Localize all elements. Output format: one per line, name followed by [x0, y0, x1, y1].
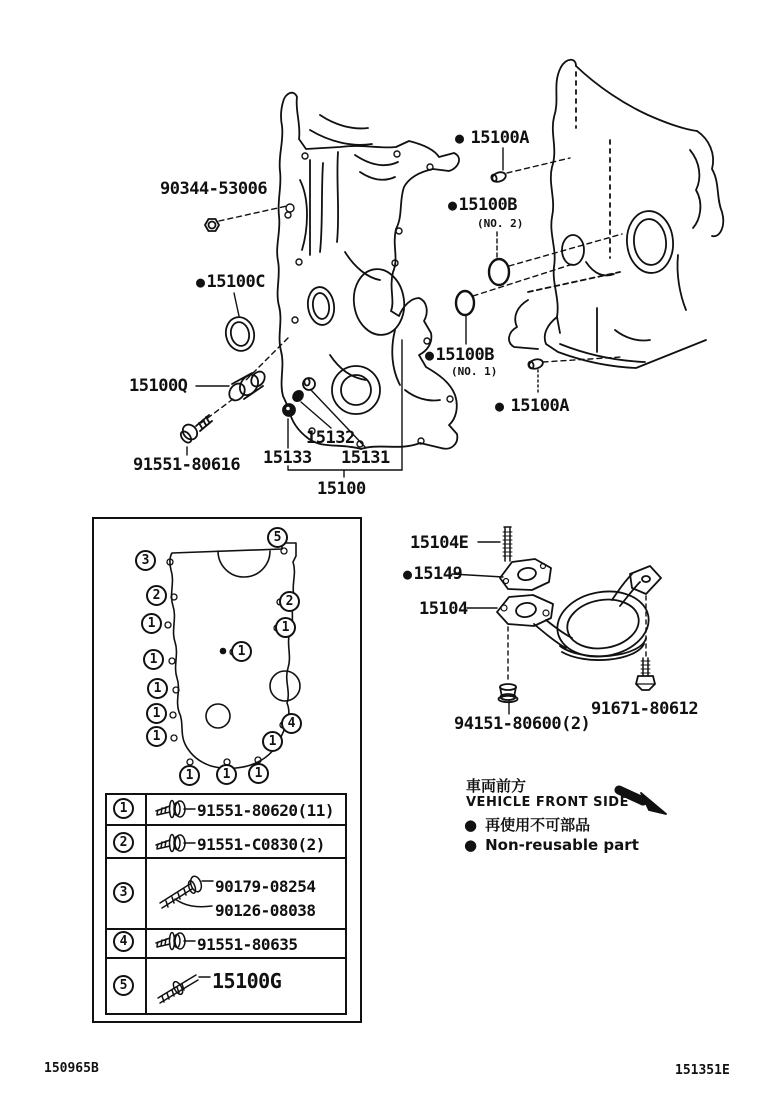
label-spring-15132: 15132	[306, 428, 355, 448]
gasket-callout: 1	[216, 764, 237, 785]
table-column-divider	[145, 793, 147, 1015]
gasket-callout: 1	[179, 765, 200, 786]
table-part-row3a: 90179-08254	[215, 877, 316, 896]
nonreusable-dot-icon: ●	[455, 129, 464, 147]
table-callout-3: 3	[113, 882, 134, 903]
gasket-callout: 1	[262, 731, 283, 752]
label-strainer-15104: 15104	[419, 599, 468, 619]
label-plug-top-15100a: ● 15100A	[455, 128, 529, 148]
label-gasket-15149: ● 15149	[403, 564, 463, 584]
gasket-callout: 5	[267, 527, 288, 548]
label-piston-15131: 15131	[341, 448, 390, 468]
table-callout-4: 4	[113, 931, 134, 952]
cover-leader-lines	[187, 206, 402, 477]
table-row-divider	[105, 857, 347, 859]
gasket-callout: 1	[231, 641, 252, 662]
label-nut-90344: 90344-53006	[160, 179, 268, 199]
table-callout-5: 5	[113, 975, 134, 996]
table-row-divider	[105, 824, 347, 826]
gasket-callout: 1	[147, 678, 168, 699]
vehicle-front-en: VEHICLE FRONT SIDE	[466, 795, 629, 810]
label-bolt-91551-80616: 91551-80616	[133, 455, 241, 475]
label-pump-assy-15100: 15100	[317, 479, 366, 499]
engine-block-drawing	[509, 60, 723, 368]
table-part-row2: 91551-C0830(2)	[197, 835, 325, 854]
nonreusable-note-jp: ● 再使用不可部品	[464, 815, 591, 834]
nonreusable-dot-icon: ●	[495, 397, 504, 415]
label-oring-no1-15100b: ● 15100B	[425, 345, 494, 365]
table-part-row5: 15100G	[212, 969, 282, 993]
gasket-callout: 1	[248, 763, 269, 784]
nonreusable-dot-icon: ●	[425, 346, 434, 364]
gasket-callout: 2	[146, 585, 167, 606]
table-part-row3b: 90126-08038	[215, 901, 316, 920]
page-code-right: 151351E	[675, 1063, 730, 1078]
gasket-callout: 1	[146, 726, 167, 747]
nonreusable-dot-icon: ●	[464, 836, 478, 854]
vehicle-front-jp: 車両前方	[466, 777, 527, 795]
nonreusable-dot-icon: ●	[196, 273, 205, 291]
label-bolt-91671: 91671-80612	[591, 699, 699, 719]
table-row-divider	[105, 957, 347, 959]
nonreusable-note-en: ● Non-reusable part	[464, 836, 639, 854]
table-callout-2: 2	[113, 832, 134, 853]
nonreusable-dot-icon: ●	[403, 565, 412, 583]
label-oring-no1-sub: (NO. 1)	[451, 365, 498, 378]
gasket-callout: 1	[275, 617, 296, 638]
gasket-callout: 1	[141, 613, 162, 634]
label-seat-15133: 15133	[263, 448, 312, 468]
table-part-row4: 91551-80635	[197, 935, 298, 954]
gasket-callout: 1	[143, 649, 164, 670]
nonreusable-dot-icon: ●	[464, 815, 478, 834]
label-oring-no2-sub: (NO. 2)	[477, 217, 524, 230]
oil-strainer-drawing	[452, 527, 661, 714]
timing-cover-drawing	[277, 93, 459, 449]
gasket-callout: 4	[281, 713, 302, 734]
table-callout-1: 1	[113, 798, 134, 819]
gasket-callout: 3	[135, 550, 156, 571]
label-plug-bottom-15100a: ● 15100A	[495, 396, 569, 416]
gasket-callout: 2	[279, 591, 300, 612]
label-relief-valve-15100q: 15100Q	[129, 376, 188, 396]
table-part-row1: 91551-80620(11)	[197, 801, 334, 820]
label-nut-94151: 94151-80600(2)	[454, 714, 591, 734]
label-oil-seal-15100c: ● 15100C	[196, 272, 265, 292]
label-oring-no2-15100b: ● 15100B	[448, 195, 517, 215]
gasket-callout: 1	[146, 703, 167, 724]
nonreusable-dot-icon: ●	[448, 196, 457, 214]
cover-small-parts	[179, 219, 315, 445]
page-code-left: 150965B	[44, 1061, 99, 1076]
table-row-divider	[105, 928, 347, 930]
label-stud-15104e: 15104E	[410, 533, 469, 553]
